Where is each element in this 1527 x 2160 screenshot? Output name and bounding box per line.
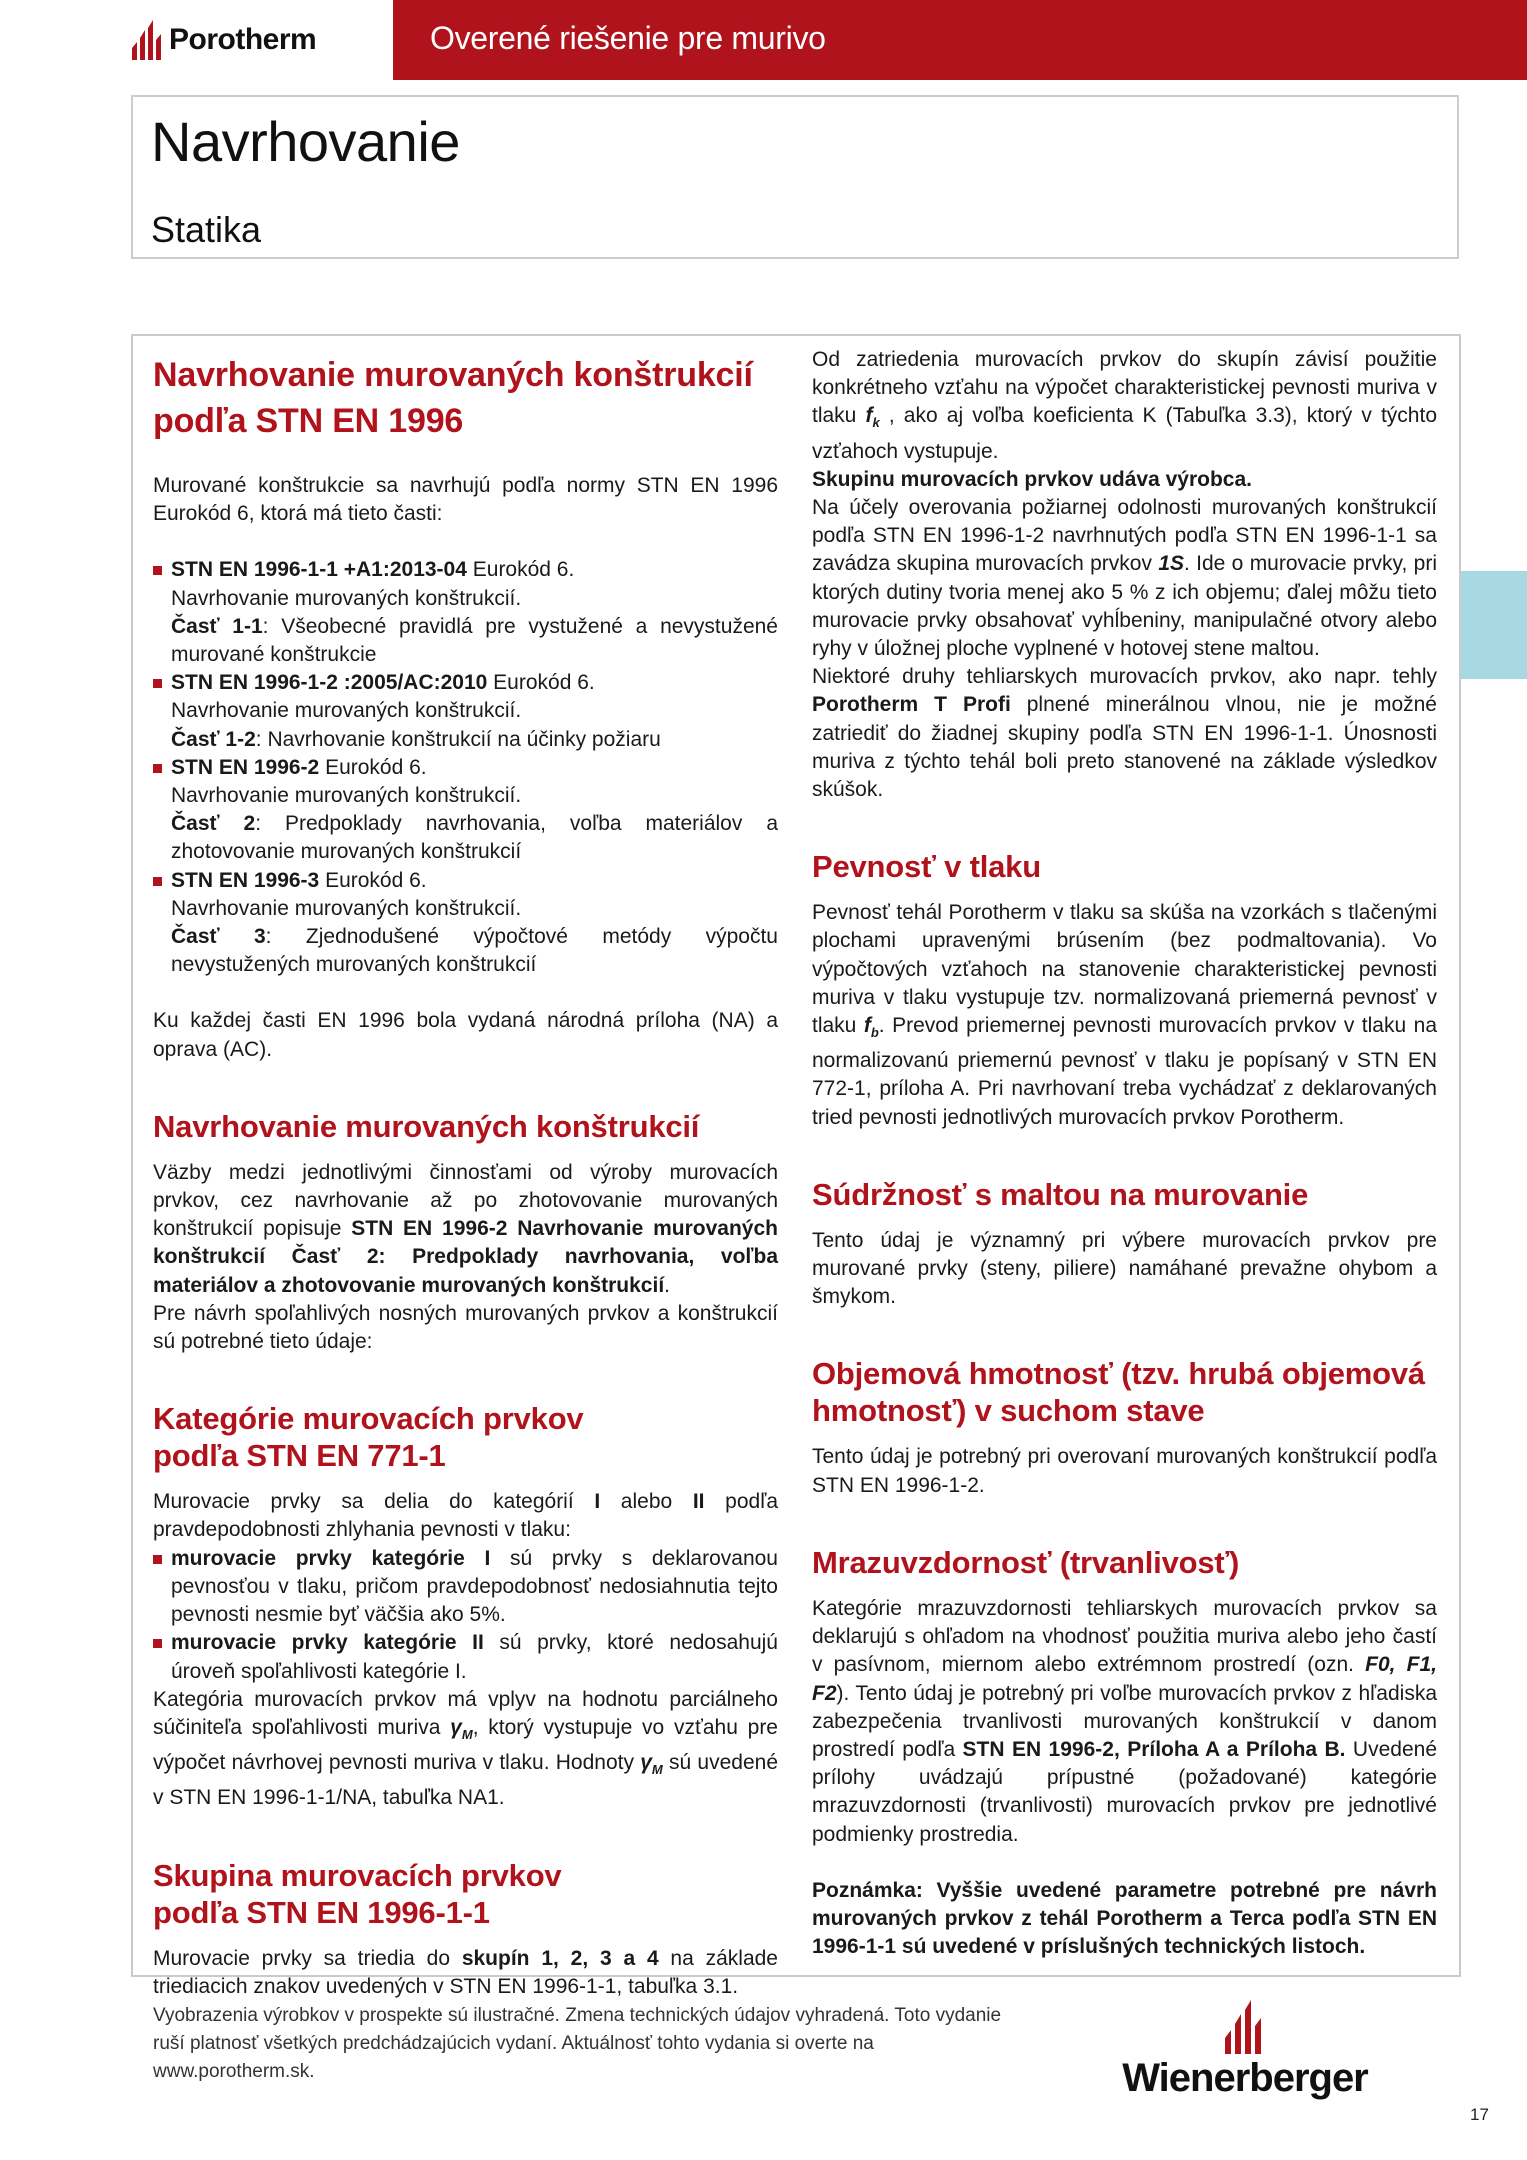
spacer xyxy=(153,1931,778,1945)
paragraph: Poznámka: Vyššie uvedené parametre potrebné pre návrh murovaných prvkov z tehál Porotherm a Terca podľa STN EN 1996-1-1 sú uvedené v príslušných technických listoch. xyxy=(812,1878,1437,1959)
section-heading: Objemová hmotnosť (tzv. hrubá objemová hmotnosť) v suchom stave xyxy=(812,1356,1425,1429)
paragraph: Pevnosť tehál Porotherm v tlaku sa skúša na vzorkách s tlačenými plochami upravenými brúsením (bez podmaltovania). Vo výpočtových vzťahoch na stanovenie charakteristickej pevnosti muriva v tlaku vystupuje tzv. normalizovaná priemerná pevnosť v tlaku $f_b$. Prevod priemernej pevnosti murovacích prvkov v tlaku na normalizovanú priemernú pevnosť v tlaku je popísaný v STN EN 772-1, príloha A. Pri navrhovaní treba vychádzať z deklarovaných tried pevnosti jednotlivých murovacích prvkov Porotherm. xyxy=(812,901,1437,1129)
spacer xyxy=(153,979,778,1007)
paragraph: Tento údaj je významný pri výbere murovacích prvkov pre murované prvky (steny, piliere) namáhané prevažne ohybom a šmykom. xyxy=(812,1228,1437,1309)
porotherm-logo xyxy=(131,18,316,62)
spacer xyxy=(153,528,778,556)
spacer xyxy=(812,1500,1437,1544)
paragraph: Kategórie mrazuvzdornosti tehliarskych murovacích prvkov sa deklarujú s ohľadom na vhodnosť použitia muriva alebo jeho častí v pasívnom, miernom alebo extrémnom prostredí (ozn. F0, F1, F2). Tento údaj je potrebný pri voľbe murovacích prvkov z hľadiska zabezpečenia trvanlivosti murovaných konštrukcií v danom prostredí podľa STN EN 1996-2, Príloha A a Príloha B. Uvedené prílohy uvádzajú prípustné (požadované) kategórie mrazuvzdornosti (trvanlivosti) murovacích prvkov pre jednotlivé podmienky prostredia. xyxy=(812,1596,1437,1846)
spacer xyxy=(153,1356,778,1400)
page-number: 17 xyxy=(1470,2105,1489,2124)
section-heading: Mrazuvzdornosť (trvanlivosť) xyxy=(812,1544,1240,1580)
spacer xyxy=(812,1213,1437,1227)
section-heading: Kategórie murovacích prvkov podľa STN EN 771-1 xyxy=(153,1401,584,1474)
math-symbol: $\gamma_M$ xyxy=(450,1715,473,1742)
paragraph: Murovacie prvky sa triedia do skupín 1, 2, 3 a 4 na základe triediacich znakov uvedených v STN EN 1996-1-1, tabuľka 3.1. xyxy=(153,1946,778,1998)
content-box xyxy=(131,334,1461,1998)
paragraph: Kategória murovacích prvkov má vplyv na hodnotu parciálneho súčiniteľa spoľahlivosti muriva $\gamma_M$, ktorý vystupuje vo vzťahu pre výpočet návrhovej pevnosti muriva v tlaku. Hodnoty $\gamma_M$ sú uvedené v STN EN 1996-1-1/NA, tabuľka NA1. xyxy=(153,1687,778,1810)
right-column xyxy=(812,346,1437,1961)
list-item: STN EN 1996-2 Eurokód 6. Navrhovanie murovaných konštrukcií. Časť 2: Predpoklady navrhovania, voľba materiálov a zhotovovanie murovaných konštrukcií xyxy=(153,754,778,867)
math-symbol: $f_k$ xyxy=(865,404,880,431)
page-title: Navrhovanie xyxy=(151,110,460,173)
tagline-banner xyxy=(393,0,1527,80)
bullet-list xyxy=(153,556,778,979)
list-item: murovacie prvky kategórie II sú prvky, ktoré nedosahujú úroveň spoľahlivosti kategórie I. xyxy=(153,1629,778,1685)
list-item: STN EN 1996-1-2 :2005/AC:2010 Eurokód 6. Navrhovanie murovaných konštrukcií. Časť 1-2: Navrhovanie konštrukcií na účinky požiaru xyxy=(153,669,778,754)
paragraph: Murované konštrukcie sa navrhujú podľa normy STN EN 1996 Eurokód 6, ktorá má tieto časti: xyxy=(153,474,778,526)
bullet-list xyxy=(153,1545,778,1686)
section-heading: Súdržnosť s maltou na murovanie xyxy=(812,1176,1309,1212)
spacer xyxy=(153,1813,778,1857)
spacer xyxy=(153,1064,778,1108)
list-item: STN EN 1996-1-1 +A1:2013-04 Eurokód 6. Navrhovanie murovaných konštrukcií. Časť 1-1: Všeobecné pravidlá pre vystužené a nevystužené murované konštrukcie xyxy=(153,556,778,669)
wienerberger-logo xyxy=(1100,2000,1390,2101)
paragraph: Väzby medzi jednotlivými činnosťami od výroby murovacích prvkov, cez navrhovanie až po zhotovovanie murovaných konštrukcií popisuje STN EN 1996-2 Navrhovanie murovaných konštrukcií Časť 2: Predpoklady navrhovania, voľba materiálov a zhotovovanie murovaných konštrukcií. Pre návrh spoľahlivých nosných murovaných prvkov a konštrukcií sú potrebné tieto údaje: xyxy=(153,1160,778,1354)
math-subscript: k xyxy=(872,415,880,431)
spacer xyxy=(812,885,1437,899)
brick-stripes-logo-icon xyxy=(131,20,165,60)
section-heading: Navrhovanie murovaných konštrukcií xyxy=(153,1108,700,1144)
page-subtitle: Statika xyxy=(151,209,262,250)
math-subscript: M xyxy=(651,1762,663,1778)
list-item: murovacie prvky kategórie I sú prvky s deklarovanou pevnosťou v tlaku, pričom pravdepodobnosť nedosiahnutia tejto pevnosti nesmie byť väčšia ako 5%. xyxy=(153,1545,778,1630)
spacer xyxy=(812,1311,1437,1355)
spacer xyxy=(812,1429,1437,1443)
spacer xyxy=(812,1581,1437,1595)
left-column xyxy=(153,352,778,2001)
wienerberger-logo-text: Wienerberger xyxy=(1122,2056,1368,2100)
paragraph: Od zatriedenia murovacích prvkov do skupín závisí použitie konkrétneho vzťahu na výpočet charakteristickej pevnosti muriva v tlaku $f_k$ , ako aj voľba koeficienta K (Tabuľka 3.3), ktorý v týchto vzťahoch vystupuje. Skupinu murovacích prvkov udáva výrobca. Na účely overovania požiarnej odolnosti murovaných konštrukcií podľa STN EN 1996-1-2 navrhnutých podľa STN EN 1996-1-1 sa zavádza skupina murovacích prvkov 1S. Ide o murovacie prvky, pri ktorých dutiny tvoria menej ako 5 % z ich objemu; ďalej môžu tieto murovacie prvky obsahovať vyhĺbeniny, manipulačné otvory alebo ryhy v úložnej ploche vyplnené v hotovej stene maltou. Niektoré druhy tehliarskych murovacích prvkov, ako napr. tehly Porotherm T Profi plnené minerálnou vlnou, nie je možné zatriediť do žiadnej skupiny podľa STN EN 1996-1-1. Únosnosti muriva z týchto tehál boli preto stanovené na základe výsledkov skúšok. xyxy=(812,348,1437,802)
math-symbol: $\gamma_M$ xyxy=(640,1751,663,1778)
math-subscript: b xyxy=(870,1025,879,1041)
section-heading: Navrhovanie murovaných konštrukcií podľa STN EN 1996 xyxy=(153,356,753,440)
math-subscript: M xyxy=(461,1726,473,1742)
paragraph: Ku každej časti EN 1996 bola vydaná národná príloha (NA) a oprava (AC). xyxy=(153,1009,778,1061)
math-symbol: $f_b$ xyxy=(863,1014,879,1041)
spacer xyxy=(812,804,1437,848)
porotherm-logo-text: Porotherm xyxy=(169,23,317,56)
tagline: Overené riešenie pre murivo xyxy=(430,20,826,56)
spacer xyxy=(153,1145,778,1159)
spacer xyxy=(153,444,778,472)
spacer xyxy=(153,1474,778,1488)
list-item: STN EN 1996-3 Eurokód 6. Navrhovanie murovaných konštrukcií. Časť 3: Zjednodušené výpočtové metódy výpočtu nevystužených murovaných konštrukcií xyxy=(153,867,778,980)
spacer xyxy=(812,1849,1437,1877)
paragraph: Murovacie prvky sa delia do kategórií I alebo II podľa pravdepodobnosti zhlyhania pevnosti v tlaku: xyxy=(153,1490,778,1542)
paragraph: Tento údaj je potrebný pri overovaní murovaných konštrukcií podľa STN EN 1996-1-2. xyxy=(812,1445,1437,1497)
brick-stripes-logo-icon xyxy=(1223,2000,1267,2054)
section-heading: Skupina murovacích prvkov podľa STN EN 1996-1-1 xyxy=(153,1857,562,1930)
page-header xyxy=(131,95,1459,259)
spacer xyxy=(812,1132,1437,1176)
section-heading: Pevnosť v tlaku xyxy=(812,849,1041,885)
footer-disclaimer: Vyobrazenia výrobkov v prospekte sú ilustračné. Zmena technických údajov vyhradená. Toto vydanie ruší platnosť všetkých predchádzajúcich vydaní. Aktuálnosť tohto vydania si overte na www.porotherm.sk. xyxy=(153,2005,1002,2082)
chapter-side-tab xyxy=(1461,571,1527,679)
